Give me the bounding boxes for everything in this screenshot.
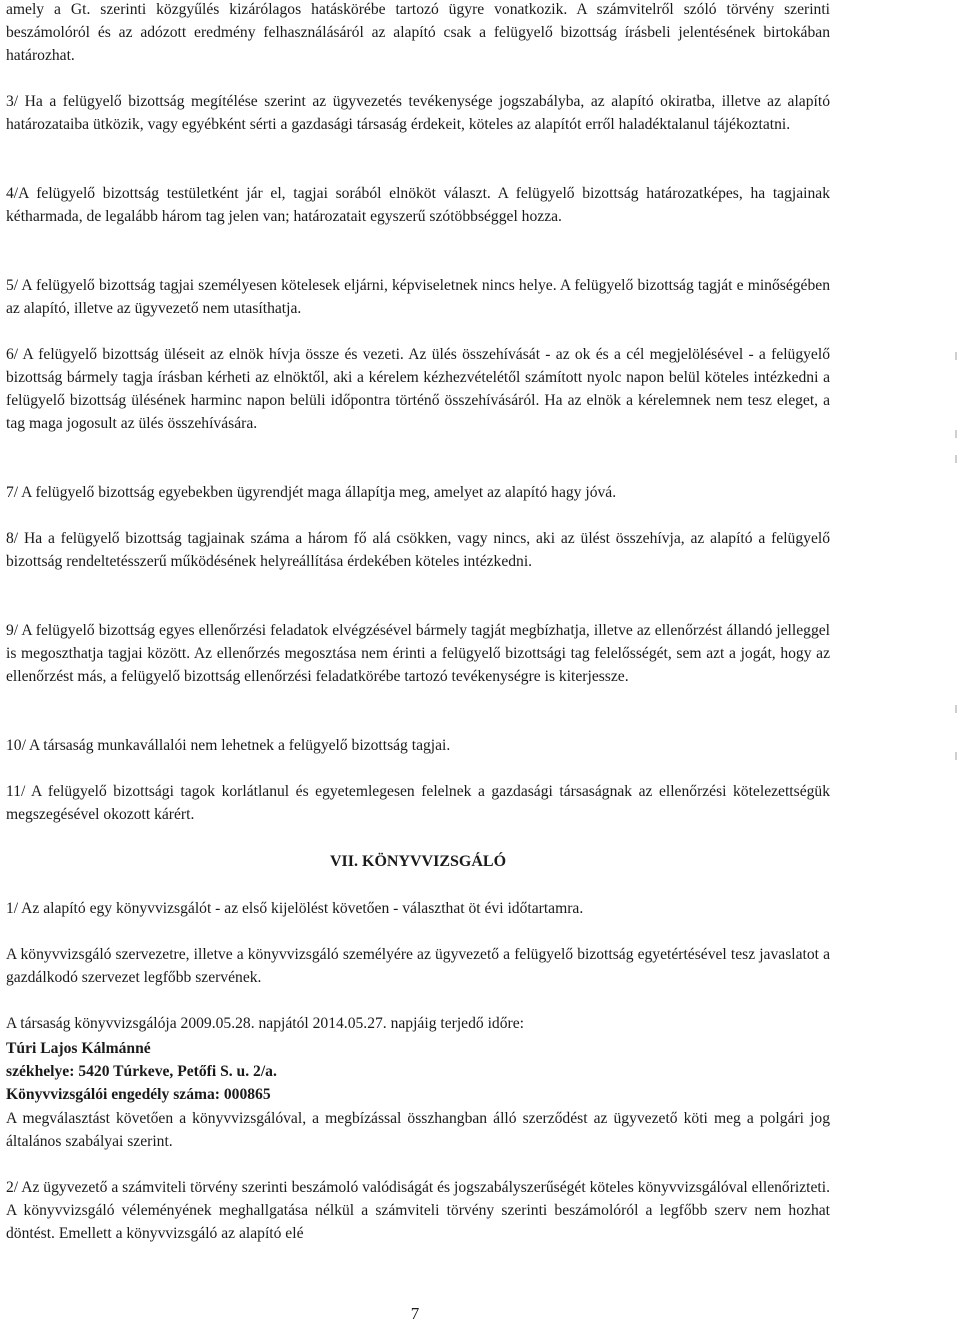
- scan-margin-mark: [955, 705, 957, 713]
- scan-margin-mark: [955, 352, 957, 360]
- auditor-license: Könyvvizsgálói engedély száma: 000865: [6, 1086, 271, 1103]
- auditor-paragraph-1d: A megválasztást követően a könyvvizsgálóval, a megbízással összhangban álló szerződést az ügyvezető köti meg a polgári jog általános szabályai szerint.: [6, 1110, 830, 1150]
- auditor-name: Túri Lajos Kálmánné: [6, 1040, 151, 1057]
- paragraph-4: 4/A felügyelő bizottság testületként jár el, tagjai sorából elnököt választ. A felügyelő bizottság határozatképes, ha tagjainak kétharmada, de legalább három tag jelen van; határozatait egyszerű szótöbbséggel hozza.: [6, 185, 830, 225]
- auditor-paragraph-2: 2/ Az ügyvezető a számviteli törvény szerinti beszámoló valódiságát és jogszabályszerűségét köteles könyvvizsgálóval ellenőrizteti. A könyvvizsgáló véleményének meghallgatása nélkül a számviteli törvény szerinti beszámolóról a legfőbb szerv nem hozhat döntést. Emellett a könyvvizsgáló az alapító elé: [6, 1179, 830, 1242]
- paragraph-11: 11/ A felügyelő bizottsági tagok korlátlanul és egyetemlegesen felelnek a gazdasági társaságnak az ellenőrzési kötelezettségük megszegésével okozott kárért.: [6, 783, 830, 823]
- section-heading: VII. KÖNYVVIZSGÁLÓ: [329, 853, 507, 870]
- auditor-paragraph-1c: A társaság könyvvizsgálója 2009.05.28. napjától 2014.05.27. napjáig terjedő időre:: [6, 1015, 524, 1032]
- paragraph-7: 7/ A felügyelő bizottság egyebekben ügyrendjét maga állapítja meg, amelyet az alapító hagy jóvá.: [6, 484, 617, 501]
- paragraph-10: 10/ A társaság munkavállalói nem lehetnek a felügyelő bizottság tagjai.: [6, 737, 451, 754]
- scan-margin-mark: [955, 455, 957, 463]
- paragraph-6: 6/ A felügyelő bizottság üléseit az elnök hívja össze és vezeti. Az ülés összehívását - az ok és a cél megjelölésével - a felügyelő bizottság bármely tagja írásban kérheti az elnöktől, aki a kérelem kézhezvételétől számított nyolc napon belül köteles intézkedni a felügyelő bizottság ülésének harminc napon belüli időpontra történő összehívásáról. Ha az elnök a kérelemnek nem tesz eleget, a tag maga jogosult az ülés összehívására.: [6, 346, 830, 432]
- paragraph-8: 8/ Ha a felügyelő bizottság tagjainak száma a három fő alá csökken, vagy nincs, aki az ülést összehívja, az alapító a felügyelő bizottság rendeltetésszerű működésének helyreállítása érdekében köteles intézkedni.: [6, 530, 830, 570]
- auditor-paragraph-1b: A könyvvizsgáló szervezetre, illetve a könyvvizsgáló személyére az ügyvezető a felügyelő bizottság egyetértésével tesz javaslatot a gazdálkodó szervezet legfőbb szervének.: [6, 946, 830, 986]
- scan-margin-mark: [955, 430, 957, 438]
- scan-margin-mark: [955, 752, 957, 760]
- auditor-paragraph-1: 1/ Az alapító egy könyvvizsgálót - az első kijelölést követően - választhat öt évi időtartamra.: [6, 900, 584, 917]
- paragraph-9: 9/ A felügyelő bizottság egyes ellenőrzési feladatok elvégzésével bármely tagját megbízhatja, illetve az ellenőrzést állandó jelleggel is megoszthatja tagjai között. Az ellenőrzés megosztása nem érinti a felügyelő bizottsági tag felelősségét, sem azt a jogát, hogy az ellenőrzést más, a felügyelő bizottság ellenőrzési feladatkörébe tartozó tevékenységre is kiterjessze.: [6, 622, 830, 685]
- paragraph-3: 3/ Ha a felügyelő bizottság megítélése szerint az ügyvezetés tevékenysége jogszabályba, az alapító okiratba, illetve az alapító határozataiba ütközik, vagy egyébként sérti a gazdasági társaság érdekeit, köteles az alapítót erről haladéktalanul tájékoztatni.: [6, 93, 830, 133]
- page-number: 7: [410, 1304, 420, 1323]
- paragraph-continued: amely a Gt. szerinti közgyűlés kizárólagos hatáskörébe tartozó ügyre vonatkozik. A számvitelről szóló törvény szerinti beszámolóról és az adózott eredmény felhasználásáról az alapító csak a felügyelő bizottság írásbeli jelentésének birtokában határozhat.: [6, 1, 830, 64]
- paragraph-5: 5/ A felügyelő bizottság tagjai személyesen kötelesek eljárni, képviseletnek nincs helye. A felügyelő bizottság tagját e minőségében az alapító, illetve az ügyvezető nem utasíthatja.: [6, 277, 830, 317]
- auditor-address: székhelye: 5420 Túrkeve, Petőfi S. u. 2/a.: [6, 1063, 277, 1080]
